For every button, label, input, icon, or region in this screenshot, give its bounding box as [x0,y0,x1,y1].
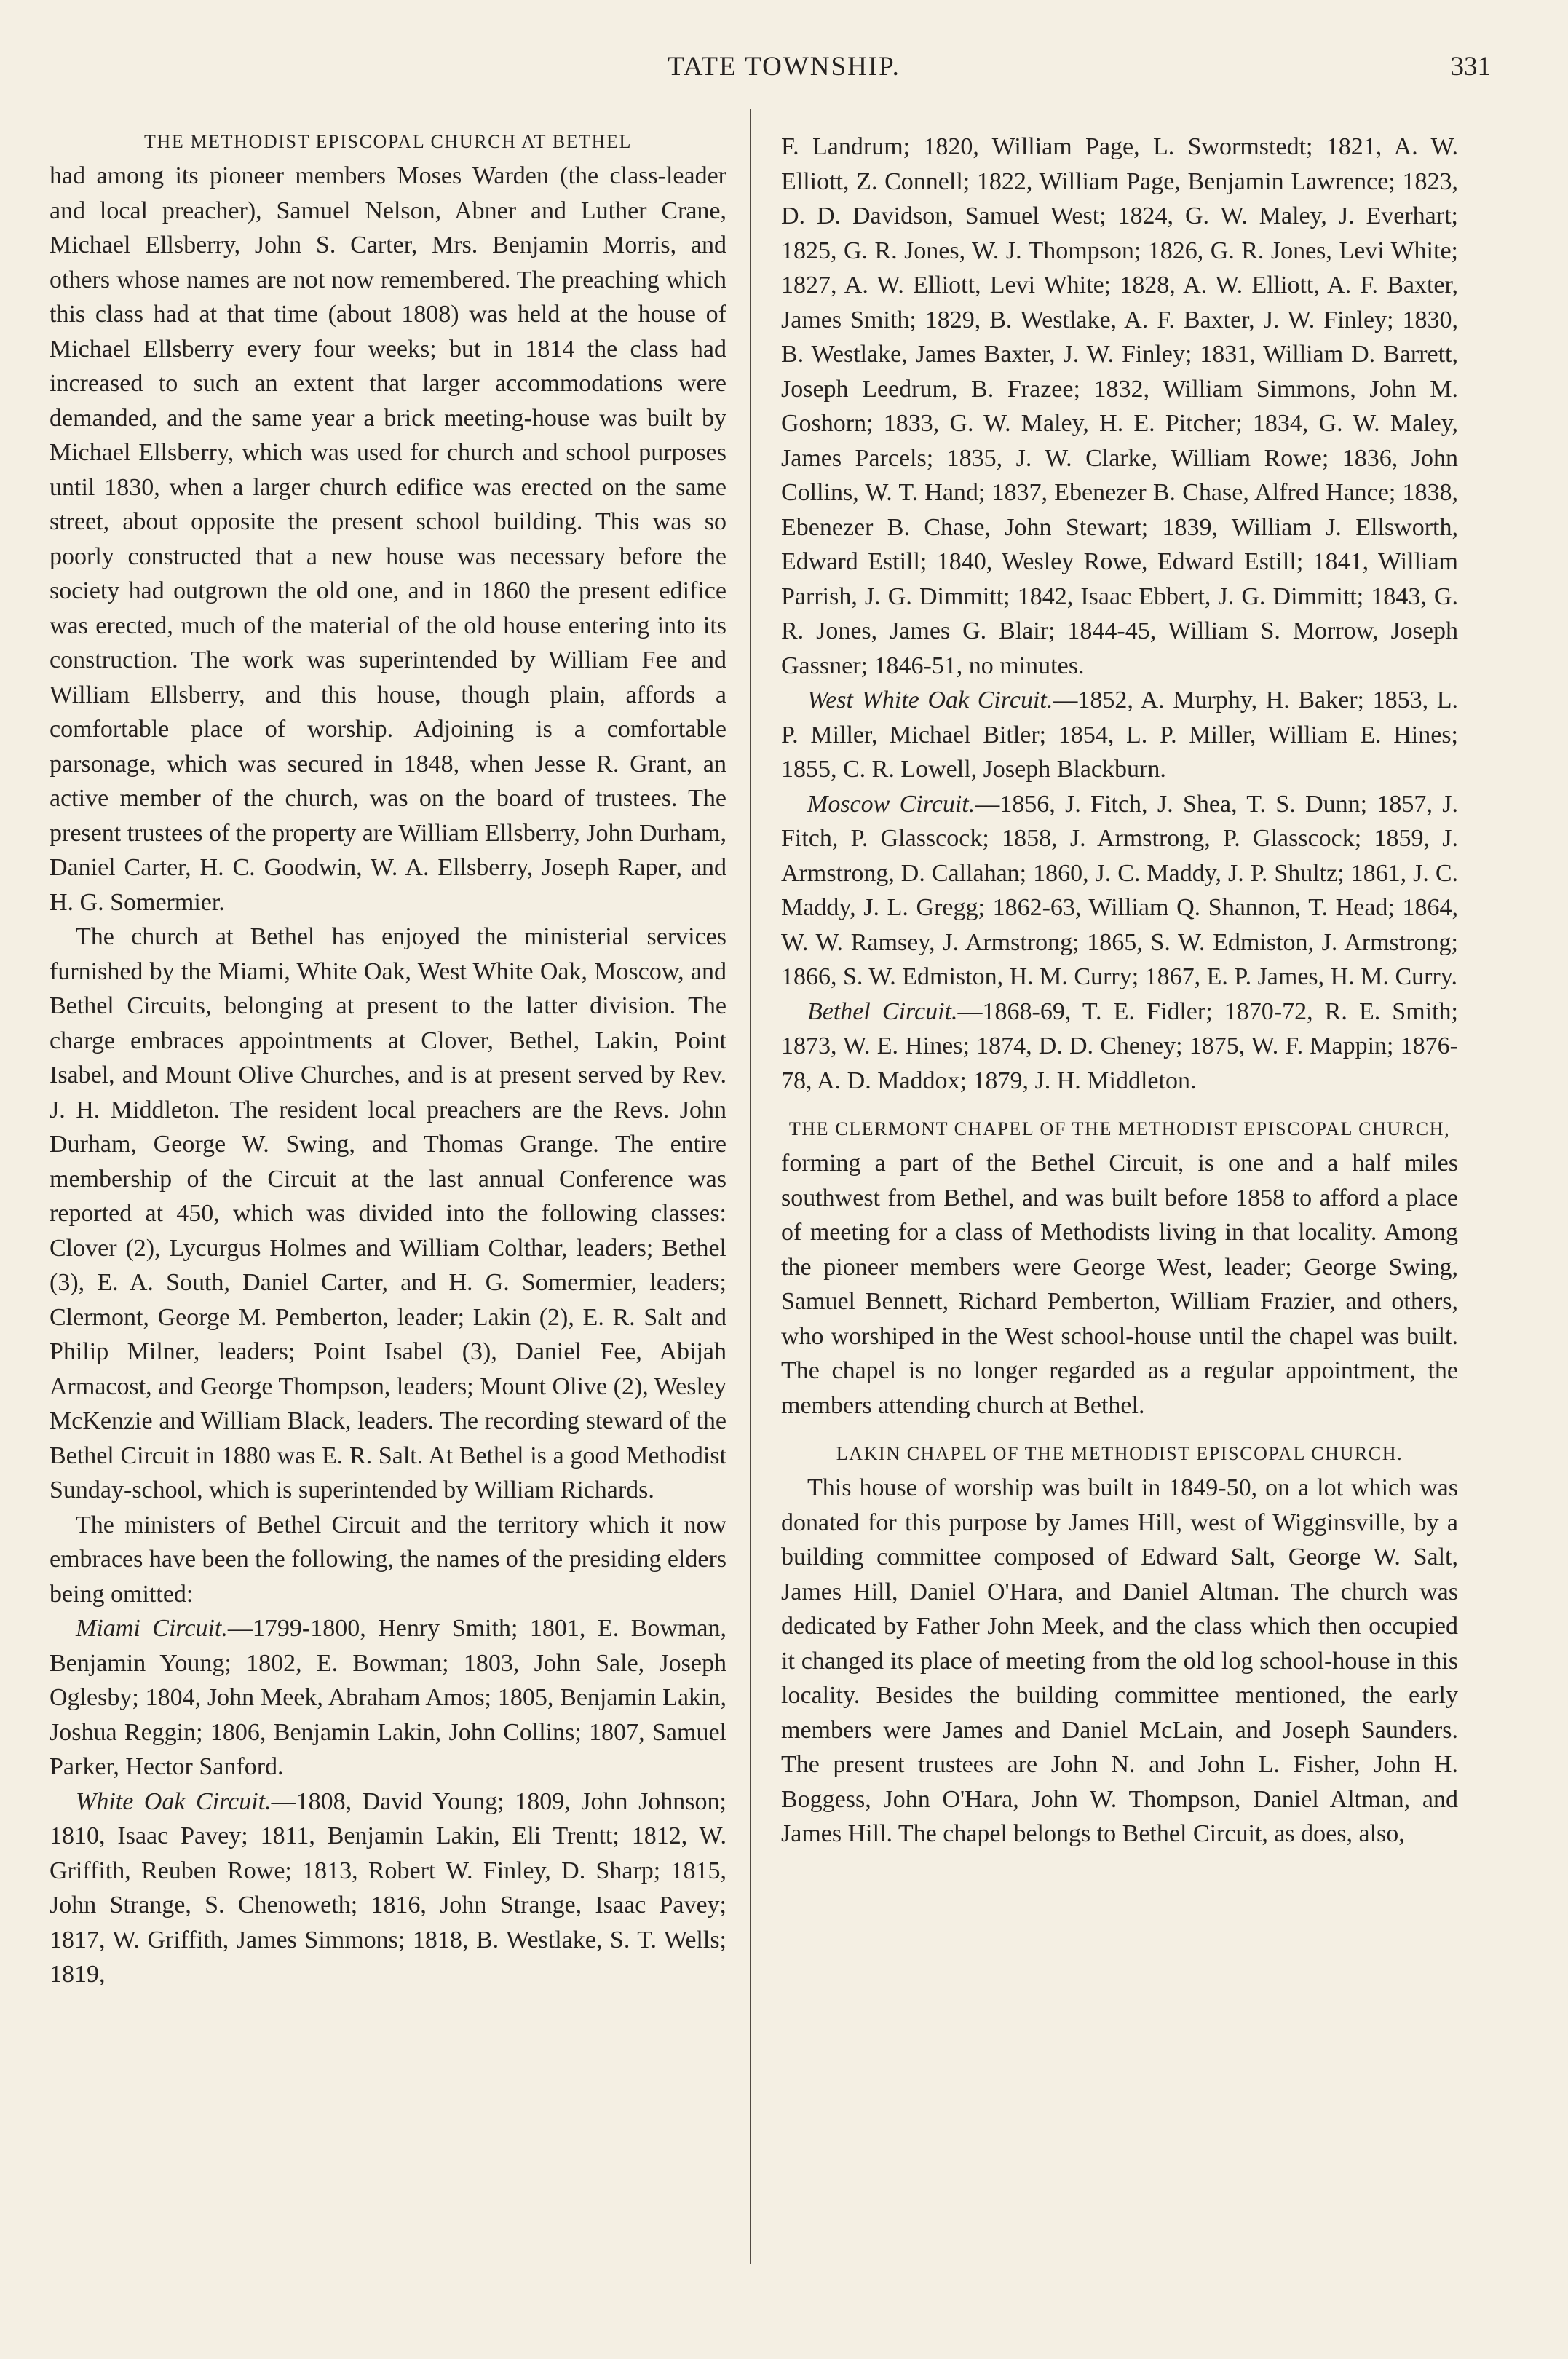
circuit-list: —1852, A. Murphy, H. Baker; 1853, L. P. Miller, Michael Bitler; 1854, L. P. Miller, William E. Hines; 1855, C. R. Lowell, Joseph Blackburn. [781,687,1458,783]
circuit-list: —1856, J. Fitch, J. Shea, T. S. Dunn; 1857, J. Fitch, P. Glasscock; 1858, J. Armstrong, P. Glasscock; 1859, J. Armstrong, D. Callahan; 1860, J. C. Maddy, J. P. Shultz; 1861, J. C. Maddy, J. L. Gregg; 1862-63, William Q. Shannon, T. Head; 1864, W. W. Ramsey, J. Armstrong; 1865, S. W. Edmiston, J. Armstrong; 1866, S. W. Edmiston, H. M. Curry; 1867, E. P. James, H. M. Curry. [781,790,1459,990]
paragraph [781,787,1458,995]
circuit-list: —1808, David Young; 1809, John Johnson; 1810, Isaac Pavey; 1811, Benjamin Lakin, Eli Trentt; 1812, W. Griffith, Reuben Rowe; 1813, Robert W. Finley, D. Sharp; 1815, John Strange, S. Chenoweth; 1816, John Strange, Isaac Pavey; 1817, W. Griffith, James Simmons; 1818, B. Westlake, S. T. Wells; 1819, [50,1787,726,1988]
section-heading-lakin: LAKIN CHAPEL OF THE METHODIST EPISCOPAL CHURCH. [836,1443,1403,1464]
paragraph: The ministers of Bethel Circuit and the territory which it now embraces have been the following, the names of the presiding elders being omitted: [50,1511,726,1608]
running-title: TATE TOWNSHIP. [668,52,900,82]
section-heading-bethel: THE METHODIST EPISCOPAL CHURCH AT BETHEL [144,131,632,152]
paragraph [781,683,1458,787]
paragraph: This house of worship was built in 1849-50, on a lot which was donated for this purpose by James Hill, west of Wigginsville, by a building committee composed of Edward Salt, George W. Salt, James Hill, Daniel O'Hara, and Daniel Altman. The church was dedicated by Father John Meek, and the class which then occupied it changed its place of meeting from the old log school-house in this locality. Besides the building committee mentioned, the early members were James and Daniel McLain, and Joseph Saunders. The present trustees are John N. and John L. Fisher, John H. Boggess, John O'Hara, John W. Thompson, Daniel Altman, and James Hill. The chapel belongs to Bethel Circuit, as does, also, [781,1474,1458,1847]
circuit-list: —1868-69, T. E. Fidler; 1870-72, R. E. Smith; 1873, W. E. Hines; 1874, D. D. Cheney; 1875, W. F. Mappin; 1876-78, A. D. Maddox; 1879, J. H. Middleton. [781,997,1458,1094]
section-heading-clermont: THE CLERMONT CHAPEL OF THE METHODIST EPISCOPAL CHURCH, [788,1118,1451,1139]
page-number: 331 [1450,52,1491,82]
running-head [51,51,1517,95]
paragraph: had among its pioneer members Moses Warden (the class-leader and local preacher), Samuel Nelson, Abner and Luther Crane, Michael Ellsberry, John S. Carter, Mrs. Benjamin Morris, and others whose names are not now remembered. The preaching which this class had at that time (about 1808) was held at the house of Michael Ellsberry every four weeks; but in 1814 the class had increased to such an extent that larger accommodations were demanded, and the same year a brick meeting-house was built by Michael Ellsberry, which was used for church and school purposes until 1830, when a larger church edifice was erected on the same street, about opposite the present school building. This was so poorly constructed that a new house was necessary before the society had outgrown the old one, and in 1860 the present edifice was erected, much of the material of the old house entering into its construction. The work was superintended by William Fee and William Ellsberry, and this house, though plain, affords a comfortable place of worship. Adjoining is a comfortable parsonage, which was secured in 1848, when Jesse R. Grant, an active member of the church, was on the board of trustees. The present trustees of the property are William Ellsberry, John Durham, Daniel Carter, H. C. Goodwin, W. A. Ellsberry, Joseph Raper, and H. G. Somermier. [50,162,726,916]
paragraph [50,1611,726,1785]
paragraph: F. Landrum; 1820, William Page, L. Swormstedt; 1821, A. W. Elliott, Z. Connell; 1822, William Page, Benjamin Lawrence; 1823, D. D. Davidson, Samuel West; 1824, G. W. Maley, J. Everhart; 1825, G. R. Jones, W. J. Thompson; 1826, G. R. Jones, Levi White; 1827, A. W. Elliott, Levi White; 1828, A. W. Elliott, A. F. Baxter, James Smith; 1829, B. Westlake, A. F. Baxter, J. W. Finley; 1830, B. Westlake, James Baxter, J. W. Finley; 1831, William D. Barrett, Joseph Leedrum, B. Frazee; 1832, William Simmons, John M. Goshorn; 1833, G. W. Maley, H. E. Pitcher; 1834, G. W. Maley, James Parcels; 1835, J. W. Clarke, William Rowe; 1836, John Collins, W. T. Hand; 1837, Ebenezer B. Chase, Alfred Hance; 1838, Ebenezer B. Chase, John Stewart; 1839, William J. Ellsworth, Edward Estill; 1840, Wesley Rowe, Edward Estill; 1841, William Parrish, J. G. Dimmitt; 1842, Isaac Ebbert, J. G. Dimmitt; 1843, G. R. Jones, James G. Blair; 1844-45, William S. Morrow, Joseph Gassner; 1846-51, no minutes. [781,133,1458,679]
circuit-name: Moscow Circuit. [807,790,975,818]
circuit-name: Miami Circuit. [76,1615,228,1642]
circuit-name: White Oak Circuit. [76,1787,272,1815]
paragraph: forming a part of the Bethel Circuit, is one and a half miles southwest from Bethel, and was built before 1858 to afford a place of meeting for a class of Methodists living in that locality. Among the pioneer members were George West, leader; George Swing, Samuel Bennett, Richard Pemberton, William Frazier, and others, who worshiped in the West school-house until the chapel was built. The chapel is no longer regarded as a regular appointment, the members attending church at Bethel. [781,1150,1458,1419]
circuit-list: —1799-1800, Henry Smith; 1801, E. Bowman, Benjamin Young; 1802, E. Bowman; 1803, John Sale, Joseph Oglesby; 1804, John Meek, Abraham Amos; 1805, Benjamin Lakin, Joshua Reggin; 1806, Benjamin Lakin, John Collins; 1807, Samuel Parker, Hector Sanford. [50,1615,726,1780]
paragraph [50,1785,726,1992]
paragraph: The church at Bethel has enjoyed the ministerial services furnished by the Miami, White Oak, West White Oak, Moscow, and Bethel Circuits, belonging at present to the latter division. The charge embraces appointments at Clover, Bethel, Lakin, Point Isabel, and Mount Olive Churches, and is at present served by Rev. J. H. Middleton. The resident local preachers are the Revs. John Durham, George W. Swing, and Thomas Grange. The entire membership of the Circuit at the last annual Conference was reported at 450, which was divided into the following classes: Clover (2), Lycurgus Holmes and William Colthar, leaders; Bethel (3), E. A. South, Daniel Carter, and H. G. Somermier, leaders; Clermont, George M. Pemberton, leader; Lakin (2), E. R. Salt and Philip Milner, leaders; Point Isabel (3), Daniel Fee, Abijah Armacost, and George Thompson, leaders; Mount Olive (2), Wesley McKenzie and William Black, leaders. The recording steward of the Bethel Circuit in 1880 was E. R. Salt. At Bethel is a good Methodist Sunday-school, which is superintended by William Richards. [50,923,726,1503]
circuit-name: West White Oak Circuit. [807,687,1053,714]
column-divider [750,109,751,2264]
paragraph [781,995,1458,1099]
left-column [50,130,726,1992]
right-column [781,130,1458,1852]
circuit-name: Bethel Circuit. [807,997,958,1025]
